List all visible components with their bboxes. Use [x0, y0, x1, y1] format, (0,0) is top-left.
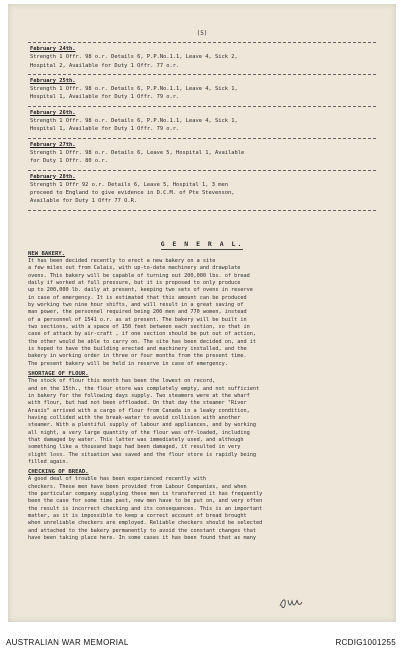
daily-strength-entries: [28, 42, 376, 211]
handwritten-initials: [278, 596, 304, 613]
paragraph-line: checkers. These men have been provided from Labour Companies, and when: [28, 483, 247, 490]
paragraph-line: up to 200,000 lb. daily at present, keeping two sets of ovens in reserve: [28, 287, 253, 294]
entry-text-line: Strength 1 Offr. 98 o.r. Details 6, P.P.No.1.1, Leave 4, Sick 1,: [30, 86, 238, 93]
paragraph-line: with flour, but had not been offloaded. On that day the steamer "River: [28, 400, 247, 407]
general-section: [28, 240, 376, 542]
paragraph-line: in bakery for the following days supply. Two steamers were at the wharf: [28, 392, 250, 399]
section-paragraph: [28, 378, 376, 466]
entry-date: February 24th.: [30, 46, 76, 52]
paragraph-line: of a personnel of 1541 o.r. as at present. The bakery will be built in: [28, 316, 247, 323]
paragraph-line: Araxis" arrived with a cargo of flour from Canada in a leaky condition,: [28, 407, 250, 414]
paragraph-line: It has been decided recently to erect a new bakery on a site: [28, 258, 216, 264]
section-paragraph: [28, 258, 376, 368]
paragraph-line: have been taking place here. In some cases it has been found that as many: [28, 535, 256, 542]
document-page: [8, 4, 396, 622]
entry-text-line: proceed to England to give evidence in D.C.M. of Pte Stevenson,: [30, 190, 235, 197]
strength-entry: [28, 74, 376, 106]
paragraph-line: all night, a very large quantity of the flour was off-loaded, including: [28, 429, 250, 436]
entry-text-line: Strength 1 Offr 92 o.r. Details 6, Leave 5, Hospital 1, 3 men: [30, 181, 228, 188]
paragraph-line: filled again.: [28, 458, 69, 465]
paragraph-line: The present bakery will be held in reserve in case of emergency.: [28, 360, 228, 367]
section-heading: SHORTAGE OF FLOUR.: [28, 371, 89, 378]
archive-footer: [0, 628, 404, 654]
paragraph-line: slight loss. The situation was saved and the flour store is rapidly being: [28, 451, 256, 458]
paragraph-line: the result is incorrect checking and its consequences. This is an important: [28, 505, 263, 512]
paragraph-line: steamer. With a plentiful supply of labour and appliances, and by working: [28, 422, 256, 429]
paragraph-line: A good deal of trouble has been experienced recently with: [28, 476, 207, 483]
paragraph-line: having collided with the break-water to avoid collision with another: [28, 414, 241, 421]
entry-text-line: Hospital 1, Available for Duty 1 Offr. 79 o.r.: [30, 94, 180, 101]
paragraph-line: bakery in working order in three or four months from the present time.: [28, 353, 247, 360]
strength-entry: [28, 106, 376, 138]
entry-date: February 26th.: [30, 109, 76, 116]
paragraph-line: a few miles out from Calais, with up-to-date machinery and drawplate: [28, 265, 241, 272]
paragraph-line: is hoped to have the building erected and machinery installed, and the: [28, 346, 247, 353]
entry-text-line: Strength 1 Offr. 98 o.r. Details 6, Leave 5, Hospital 1, Available: [30, 149, 245, 156]
paragraph-line: in case of emergency. It is estimated that this amount can be produced: [28, 294, 247, 301]
initials-signature-icon: [278, 596, 304, 610]
section-paragraph: [28, 476, 376, 542]
general-heading-text: G E N E R A L.: [160, 240, 244, 248]
paragraph-line: daily if worked at full pressure, but it is proposed to only produce: [28, 280, 241, 287]
paragraph-line: ovens. This bakery will be capable of turning out 200,000 lbs. of bread: [28, 272, 250, 279]
paragraph-line: that damaged by water. This latter was immediately used, and although: [28, 436, 244, 443]
record-id: RCDIG1001255: [335, 638, 396, 647]
section-checking-of-bread: [28, 469, 376, 542]
entry-text-line: Hospital 2, Available for Duty 1 Offr. 77 o.r.: [30, 62, 180, 69]
section-heading: CHECKING OF BREAD.: [28, 469, 89, 476]
entry-text-line: for Duty 1 Offr. 80 o.r.: [30, 158, 108, 165]
paragraph-line: case of attack by air-craft , if one section should be put out of action,: [28, 331, 256, 338]
paragraph-line: man power, the personnel required being 200 men and 770 women, instead: [28, 309, 247, 316]
paragraph-line: the other would be able to carry on. The site has been decided on, and it: [28, 338, 256, 345]
paragraph-line: and attached to the bakery permanently to avoid the constant changes that: [28, 527, 256, 534]
paragraph-line: matter, as it is impossible to keep a correct account of bread brought: [28, 513, 247, 519]
paragraph-line: by working two nine hour shifts, and will result in a great saving of: [28, 302, 244, 309]
paragraph-line: something like a thousand bags had been damaged, it resulted in very: [28, 444, 241, 451]
entry-text-line: Strength 1 Offr. 98 o.r. Details 6, P.P.No.1.1, Leave 4, Sick 2,: [30, 54, 238, 61]
entry-text-line: Strength 1 Offr. 98 o.r. Details 6, P.P.No.1.1, Leave 4, Sick 1,: [30, 118, 238, 125]
page-number: (5): [196, 30, 208, 37]
entry-text-line: Available for Duty 1 Offr 77 O.R.: [30, 198, 138, 205]
strength-entry: [28, 138, 376, 170]
paragraph-line: The stock of flour this month has been the lowest on record,: [28, 378, 216, 385]
paragraph-line: when unreliable checkers are employed. Reliable checkers should be selected: [28, 520, 263, 527]
strength-entry: [28, 170, 376, 211]
section-shortage-of-flour: [28, 371, 376, 466]
entry-date: February 25th.: [30, 77, 76, 84]
paragraph-line: and on the 15th., the flour store was completely empty, and not sufficient: [28, 385, 260, 392]
entry-date: February 27th.: [30, 141, 76, 148]
paragraph-line: the particular company supplying these men is transferred it has frequently: [28, 490, 263, 497]
section-new-bakery: [28, 251, 376, 368]
paragraph-line: been the case for some time past, new men have to be put on, and very often: [28, 498, 263, 505]
archive-name: AUSTRALIAN WAR MEMORIAL: [6, 638, 129, 647]
entry-date: February 28th.: [30, 173, 76, 180]
section-heading: NEW BAKERY.: [28, 251, 66, 257]
strength-entry: [28, 42, 376, 74]
paragraph-line: two sections, with a space of 150 feet between each section, so that in: [28, 324, 250, 331]
entry-text-line: Hospital 1, Available for Duty 1 Offr. 79 o.r.: [30, 126, 180, 133]
general-heading: [28, 240, 376, 248]
